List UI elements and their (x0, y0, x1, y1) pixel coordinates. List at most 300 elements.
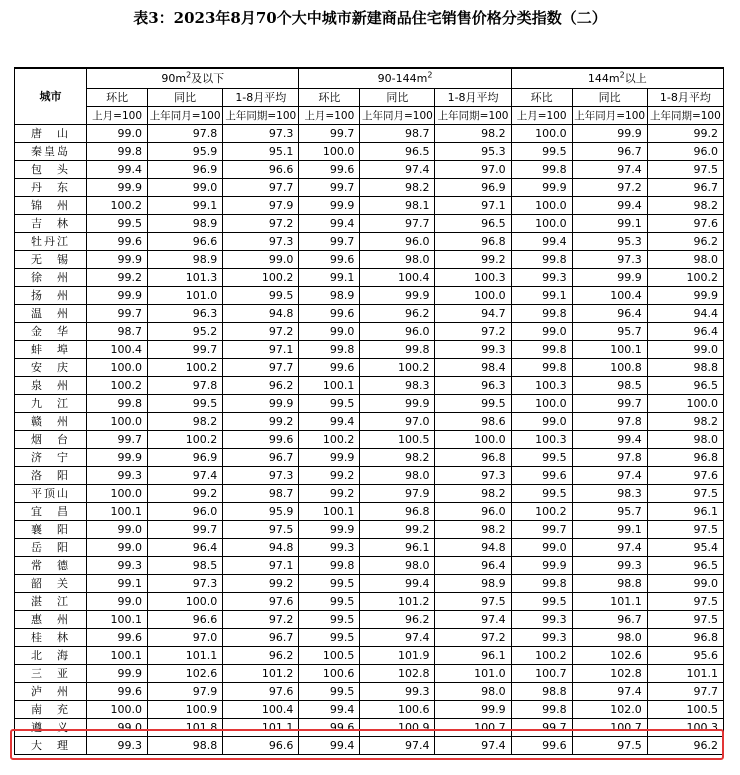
index-value-cell: 97.3 (572, 251, 647, 269)
city-column-header: 城市 (15, 68, 87, 125)
index-value-cell: 100.2 (148, 431, 223, 449)
index-value-cell: 99.4 (360, 575, 435, 593)
index-value-cell: 100.4 (87, 341, 148, 359)
index-value-cell: 100.0 (148, 593, 223, 611)
index-value-cell: 99.9 (360, 287, 435, 305)
index-value-cell: 97.5 (647, 521, 723, 539)
index-value-cell: 99.8 (511, 251, 572, 269)
index-value-cell: 100.2 (223, 269, 299, 287)
index-value-cell: 98.7 (223, 485, 299, 503)
city-cell: 遵 义 (15, 719, 87, 737)
index-value-cell: 100.0 (299, 143, 360, 161)
index-value-cell: 96.4 (148, 539, 223, 557)
index-value-cell: 101.8 (148, 719, 223, 737)
index-value-cell: 98.9 (299, 287, 360, 305)
index-value-cell: 98.9 (148, 251, 223, 269)
index-value-cell: 100.3 (435, 269, 511, 287)
index-value-cell: 96.2 (647, 233, 723, 251)
index-value-cell: 96.5 (647, 557, 723, 575)
index-value-cell: 99.8 (511, 305, 572, 323)
index-value-cell: 99.5 (511, 593, 572, 611)
index-value-cell: 100.4 (360, 269, 435, 287)
city-cell: 安 庆 (15, 359, 87, 377)
group-header-large: $144m^2$以上 (511, 68, 723, 89)
index-value-cell: 99.7 (299, 125, 360, 143)
index-value-cell: 97.4 (360, 161, 435, 179)
index-value-cell: 99.7 (511, 521, 572, 539)
index-value-cell: 99.0 (511, 323, 572, 341)
index-value-cell: 100.2 (87, 197, 148, 215)
index-value-cell: 101.1 (223, 719, 299, 737)
index-value-cell: 102.0 (572, 701, 647, 719)
index-value-cell: 99.5 (87, 215, 148, 233)
index-value-cell: 96.7 (223, 449, 299, 467)
index-value-cell: 99.7 (148, 521, 223, 539)
index-value-cell: 100.2 (511, 503, 572, 521)
index-value-cell: 97.6 (223, 683, 299, 701)
index-value-cell: 99.9 (299, 197, 360, 215)
index-value-cell: 94.4 (647, 305, 723, 323)
index-value-cell: 97.3 (148, 575, 223, 593)
index-value-cell: 99.5 (299, 593, 360, 611)
index-value-cell: 99.2 (223, 575, 299, 593)
index-value-cell: 99.9 (87, 251, 148, 269)
index-value-cell: 94.7 (435, 305, 511, 323)
index-value-cell: 100.0 (647, 395, 723, 413)
index-value-cell: 98.2 (360, 179, 435, 197)
table-row (15, 341, 724, 359)
base-header: 上年同月=100 (360, 107, 435, 125)
city-cell: 赣 州 (15, 413, 87, 431)
index-value-cell: 99.7 (87, 431, 148, 449)
city-cell: 牡丹江 (15, 233, 87, 251)
index-value-cell: 96.8 (647, 449, 723, 467)
city-cell: 吉 林 (15, 215, 87, 233)
index-value-cell: 97.8 (148, 377, 223, 395)
index-value-cell: 99.0 (647, 575, 723, 593)
table-row (15, 449, 724, 467)
table-row (15, 539, 724, 557)
index-value-cell: 97.8 (572, 413, 647, 431)
index-value-cell: 98.6 (435, 413, 511, 431)
index-value-cell: 96.0 (360, 323, 435, 341)
index-value-cell: 101.1 (647, 665, 723, 683)
table-row (15, 701, 724, 719)
index-value-cell: 101.2 (360, 593, 435, 611)
table-row (15, 197, 724, 215)
index-value-cell: 98.8 (647, 359, 723, 377)
index-value-cell: 99.3 (511, 269, 572, 287)
index-value-cell: 100.9 (360, 719, 435, 737)
index-value-cell: 100.2 (148, 359, 223, 377)
city-cell: 南 充 (15, 701, 87, 719)
index-value-cell: 100.1 (299, 377, 360, 395)
city-cell: 韶 关 (15, 575, 87, 593)
index-value-cell: 100.2 (87, 377, 148, 395)
index-value-cell: 99.9 (435, 701, 511, 719)
index-value-cell: 99.5 (511, 449, 572, 467)
index-value-cell: 99.6 (299, 251, 360, 269)
index-value-cell: 99.3 (87, 557, 148, 575)
index-value-cell: 99.5 (299, 611, 360, 629)
index-value-cell: 99.3 (511, 629, 572, 647)
index-value-cell: 97.2 (435, 323, 511, 341)
city-cell: 丹 东 (15, 179, 87, 197)
index-value-cell: 100.6 (299, 665, 360, 683)
city-cell: 桂 林 (15, 629, 87, 647)
index-value-cell: 99.0 (299, 323, 360, 341)
base-header: 上年同月=100 (572, 107, 647, 125)
city-cell: 三 亚 (15, 665, 87, 683)
index-value-cell: 97.4 (572, 683, 647, 701)
index-value-cell: 96.1 (435, 647, 511, 665)
city-cell: 岳 阳 (15, 539, 87, 557)
index-value-cell: 99.9 (87, 449, 148, 467)
index-value-cell: 100.0 (435, 287, 511, 305)
city-cell: 秦皇岛 (15, 143, 87, 161)
index-value-cell: 96.3 (435, 377, 511, 395)
index-value-cell: 99.5 (299, 575, 360, 593)
index-value-cell: 96.4 (572, 305, 647, 323)
index-value-cell: 97.4 (572, 539, 647, 557)
index-value-cell: 100.1 (87, 647, 148, 665)
index-value-cell: 99.6 (511, 467, 572, 485)
table-row (15, 287, 724, 305)
index-value-cell: 96.8 (360, 503, 435, 521)
index-value-cell: 96.9 (148, 449, 223, 467)
index-value-cell: 100.2 (360, 359, 435, 377)
index-value-cell: 96.8 (435, 449, 511, 467)
price-index-table (14, 67, 724, 755)
table-row (15, 395, 724, 413)
index-value-cell: 100.0 (87, 359, 148, 377)
index-value-cell: 95.6 (647, 647, 723, 665)
index-value-cell: 98.2 (435, 521, 511, 539)
index-value-cell: 101.1 (148, 647, 223, 665)
index-value-cell: 98.2 (360, 449, 435, 467)
table-row (15, 521, 724, 539)
index-value-cell: 99.5 (511, 143, 572, 161)
index-value-cell: 101.0 (435, 665, 511, 683)
index-value-cell: 99.2 (435, 251, 511, 269)
city-cell: 惠 州 (15, 611, 87, 629)
index-value-cell: 97.4 (360, 629, 435, 647)
index-value-cell: 100.9 (148, 701, 223, 719)
index-value-cell: 96.9 (435, 179, 511, 197)
index-value-cell: 99.0 (87, 593, 148, 611)
index-value-cell: 98.5 (572, 377, 647, 395)
index-value-cell: 100.3 (647, 719, 723, 737)
index-value-cell: 97.7 (360, 215, 435, 233)
index-value-cell: 94.8 (223, 305, 299, 323)
index-value-cell: 101.2 (223, 665, 299, 683)
index-value-cell: 98.5 (148, 557, 223, 575)
index-value-cell: 98.7 (87, 323, 148, 341)
table-row (15, 647, 724, 665)
index-value-cell: 100.7 (511, 665, 572, 683)
index-value-cell: 99.2 (87, 269, 148, 287)
index-value-cell: 98.8 (572, 575, 647, 593)
city-cell: 济 宁 (15, 449, 87, 467)
index-value-cell: 99.9 (511, 557, 572, 575)
index-value-cell: 98.3 (572, 485, 647, 503)
index-value-cell: 99.6 (299, 305, 360, 323)
index-value-cell: 99.0 (87, 539, 148, 557)
table-row (15, 719, 724, 737)
index-value-cell: 99.9 (299, 449, 360, 467)
index-value-cell: 99.0 (87, 125, 148, 143)
index-value-cell: 97.5 (572, 737, 647, 755)
index-value-cell: 96.1 (360, 539, 435, 557)
index-value-cell: 97.5 (647, 593, 723, 611)
index-value-cell: 96.2 (223, 377, 299, 395)
index-value-cell: 97.8 (572, 449, 647, 467)
index-value-cell: 97.1 (223, 341, 299, 359)
index-value-cell: 98.8 (148, 737, 223, 755)
metric-header: 1-8月平均 (435, 89, 511, 107)
index-value-cell: 98.0 (647, 251, 723, 269)
index-value-cell: 95.1 (223, 143, 299, 161)
index-value-cell: 96.7 (647, 179, 723, 197)
index-value-cell: 99.5 (435, 395, 511, 413)
city-cell: 泸 州 (15, 683, 87, 701)
index-value-cell: 96.4 (647, 323, 723, 341)
index-value-cell: 96.2 (223, 647, 299, 665)
base-header: 上年同月=100 (148, 107, 223, 125)
index-value-cell: 99.0 (87, 719, 148, 737)
city-cell: 扬 州 (15, 287, 87, 305)
index-value-cell: 99.7 (511, 719, 572, 737)
index-value-cell: 99.6 (87, 683, 148, 701)
index-value-cell: 99.2 (299, 485, 360, 503)
index-value-cell: 99.1 (148, 197, 223, 215)
city-cell: 徐 州 (15, 269, 87, 287)
index-value-cell: 97.6 (223, 593, 299, 611)
index-value-cell: 100.0 (87, 701, 148, 719)
index-value-cell: 97.4 (572, 467, 647, 485)
index-value-cell: 95.7 (572, 323, 647, 341)
index-value-cell: 98.7 (360, 125, 435, 143)
index-value-cell: 96.2 (360, 305, 435, 323)
index-value-cell: 100.0 (511, 395, 572, 413)
index-value-cell: 99.7 (299, 233, 360, 251)
index-value-cell: 98.0 (360, 557, 435, 575)
index-value-cell: 99.8 (511, 575, 572, 593)
index-value-cell: 100.8 (572, 359, 647, 377)
index-value-cell: 98.2 (148, 413, 223, 431)
index-value-cell: 99.9 (299, 521, 360, 539)
index-value-cell: 99.4 (299, 215, 360, 233)
table-row (15, 629, 724, 647)
index-value-cell: 96.1 (647, 503, 723, 521)
index-value-cell: 97.7 (647, 683, 723, 701)
index-value-cell: 96.8 (647, 629, 723, 647)
index-value-cell: 97.2 (223, 611, 299, 629)
index-value-cell: 100.3 (511, 377, 572, 395)
index-value-cell: 100.0 (87, 413, 148, 431)
index-value-cell: 98.9 (148, 215, 223, 233)
index-value-cell: 97.2 (223, 323, 299, 341)
city-cell: 泉 州 (15, 377, 87, 395)
table-row (15, 665, 724, 683)
index-value-cell: 96.5 (360, 143, 435, 161)
index-value-cell: 99.4 (299, 737, 360, 755)
table-row (15, 215, 724, 233)
index-value-cell: 99.5 (148, 395, 223, 413)
index-value-cell: 99.3 (299, 539, 360, 557)
index-value-cell: 100.7 (435, 719, 511, 737)
metric-header: 环比 (511, 89, 572, 107)
index-value-cell: 99.5 (223, 287, 299, 305)
index-value-cell: 99.4 (87, 161, 148, 179)
index-value-cell: 99.0 (223, 251, 299, 269)
index-value-cell: 99.9 (87, 665, 148, 683)
index-value-cell: 100.1 (87, 611, 148, 629)
index-value-cell: 98.0 (360, 467, 435, 485)
index-value-cell: 100.0 (435, 431, 511, 449)
base-header: 上年同期=100 (647, 107, 723, 125)
index-value-cell: 101.3 (148, 269, 223, 287)
city-cell: 包 头 (15, 161, 87, 179)
index-value-cell: 97.0 (360, 413, 435, 431)
index-value-cell: 99.2 (223, 413, 299, 431)
index-value-cell: 100.7 (572, 719, 647, 737)
index-value-cell: 99.7 (148, 341, 223, 359)
index-value-cell: 97.2 (223, 215, 299, 233)
index-value-cell: 97.7 (223, 179, 299, 197)
table-row (15, 467, 724, 485)
index-value-cell: 97.3 (223, 467, 299, 485)
table-row (15, 485, 724, 503)
city-cell: 温 州 (15, 305, 87, 323)
table-row (15, 251, 724, 269)
index-value-cell: 97.9 (360, 485, 435, 503)
city-cell: 襄 阳 (15, 521, 87, 539)
base-header: 上月=100 (87, 107, 148, 125)
index-value-cell: 99.9 (87, 287, 148, 305)
index-value-cell: 98.0 (572, 629, 647, 647)
table-row (15, 359, 724, 377)
index-value-cell: 97.8 (148, 125, 223, 143)
index-value-cell: 99.3 (87, 737, 148, 755)
index-value-cell: 97.5 (647, 161, 723, 179)
index-value-cell: 99.2 (148, 485, 223, 503)
index-value-cell: 99.4 (572, 431, 647, 449)
index-value-cell: 99.5 (299, 395, 360, 413)
index-value-cell: 98.2 (435, 485, 511, 503)
index-value-cell: 99.8 (511, 701, 572, 719)
table-row (15, 557, 724, 575)
index-value-cell: 99.3 (87, 467, 148, 485)
index-value-cell: 99.6 (87, 629, 148, 647)
metric-header: 同比 (148, 89, 223, 107)
base-header: 上月=100 (511, 107, 572, 125)
index-value-cell: 99.4 (299, 413, 360, 431)
table-row (15, 593, 724, 611)
table-row (15, 575, 724, 593)
index-value-cell: 99.0 (511, 413, 572, 431)
index-value-cell: 98.2 (435, 125, 511, 143)
index-value-cell: 99.5 (299, 683, 360, 701)
index-value-cell: 97.3 (223, 233, 299, 251)
index-value-cell: 102.8 (572, 665, 647, 683)
index-value-cell: 97.0 (148, 629, 223, 647)
index-value-cell: 101.1 (572, 593, 647, 611)
index-value-cell: 97.6 (647, 215, 723, 233)
index-value-cell: 96.8 (435, 233, 511, 251)
index-value-cell: 99.6 (87, 233, 148, 251)
index-value-cell: 98.3 (360, 377, 435, 395)
city-cell: 烟 台 (15, 431, 87, 449)
index-value-cell: 97.5 (223, 521, 299, 539)
index-value-cell: 96.0 (647, 143, 723, 161)
table-row (15, 323, 724, 341)
index-value-cell: 96.7 (223, 629, 299, 647)
index-value-cell: 99.2 (360, 521, 435, 539)
table-row (15, 233, 724, 251)
index-value-cell: 96.6 (148, 233, 223, 251)
index-value-cell: 100.1 (299, 503, 360, 521)
index-value-cell: 97.0 (435, 161, 511, 179)
table-row (15, 413, 724, 431)
index-value-cell: 101.9 (360, 647, 435, 665)
index-value-cell: 99.9 (223, 395, 299, 413)
index-value-cell: 99.7 (572, 395, 647, 413)
index-value-cell: 98.0 (360, 251, 435, 269)
index-value-cell: 99.8 (299, 341, 360, 359)
index-value-cell: 99.1 (572, 215, 647, 233)
index-value-cell: 99.9 (511, 179, 572, 197)
index-value-cell: 100.1 (87, 503, 148, 521)
index-value-cell: 99.5 (511, 485, 572, 503)
index-value-cell: 97.6 (647, 467, 723, 485)
index-value-cell: 96.0 (435, 503, 511, 521)
metric-header: 同比 (360, 89, 435, 107)
index-value-cell: 99.4 (572, 197, 647, 215)
index-value-cell: 100.5 (360, 431, 435, 449)
index-value-cell: 99.9 (572, 269, 647, 287)
group-header-medium: $90-144m^2$ (299, 68, 511, 89)
metric-header: 环比 (87, 89, 148, 107)
index-value-cell: 97.7 (223, 359, 299, 377)
index-value-cell: 99.3 (435, 341, 511, 359)
index-value-cell: 96.6 (148, 611, 223, 629)
index-value-cell: 99.7 (299, 179, 360, 197)
index-value-cell: 96.3 (148, 305, 223, 323)
index-value-cell: 98.4 (435, 359, 511, 377)
table-row (15, 377, 724, 395)
index-value-cell: 97.4 (572, 161, 647, 179)
index-value-cell: 99.0 (148, 179, 223, 197)
index-value-cell: 96.9 (148, 161, 223, 179)
index-value-cell: 100.0 (511, 125, 572, 143)
base-header: 上月=100 (299, 107, 360, 125)
index-value-cell: 100.6 (360, 701, 435, 719)
index-value-cell: 99.1 (572, 521, 647, 539)
index-value-cell: 96.2 (647, 737, 723, 755)
index-value-cell: 99.9 (87, 179, 148, 197)
index-value-cell: 97.5 (647, 485, 723, 503)
city-cell: 蚌 埠 (15, 341, 87, 359)
index-value-cell: 99.8 (299, 557, 360, 575)
table-row (15, 143, 724, 161)
index-value-cell: 94.8 (223, 539, 299, 557)
index-value-cell: 96.2 (360, 611, 435, 629)
table-row (15, 269, 724, 287)
metric-header: 同比 (572, 89, 647, 107)
table-row (15, 305, 724, 323)
index-value-cell: 98.0 (647, 431, 723, 449)
